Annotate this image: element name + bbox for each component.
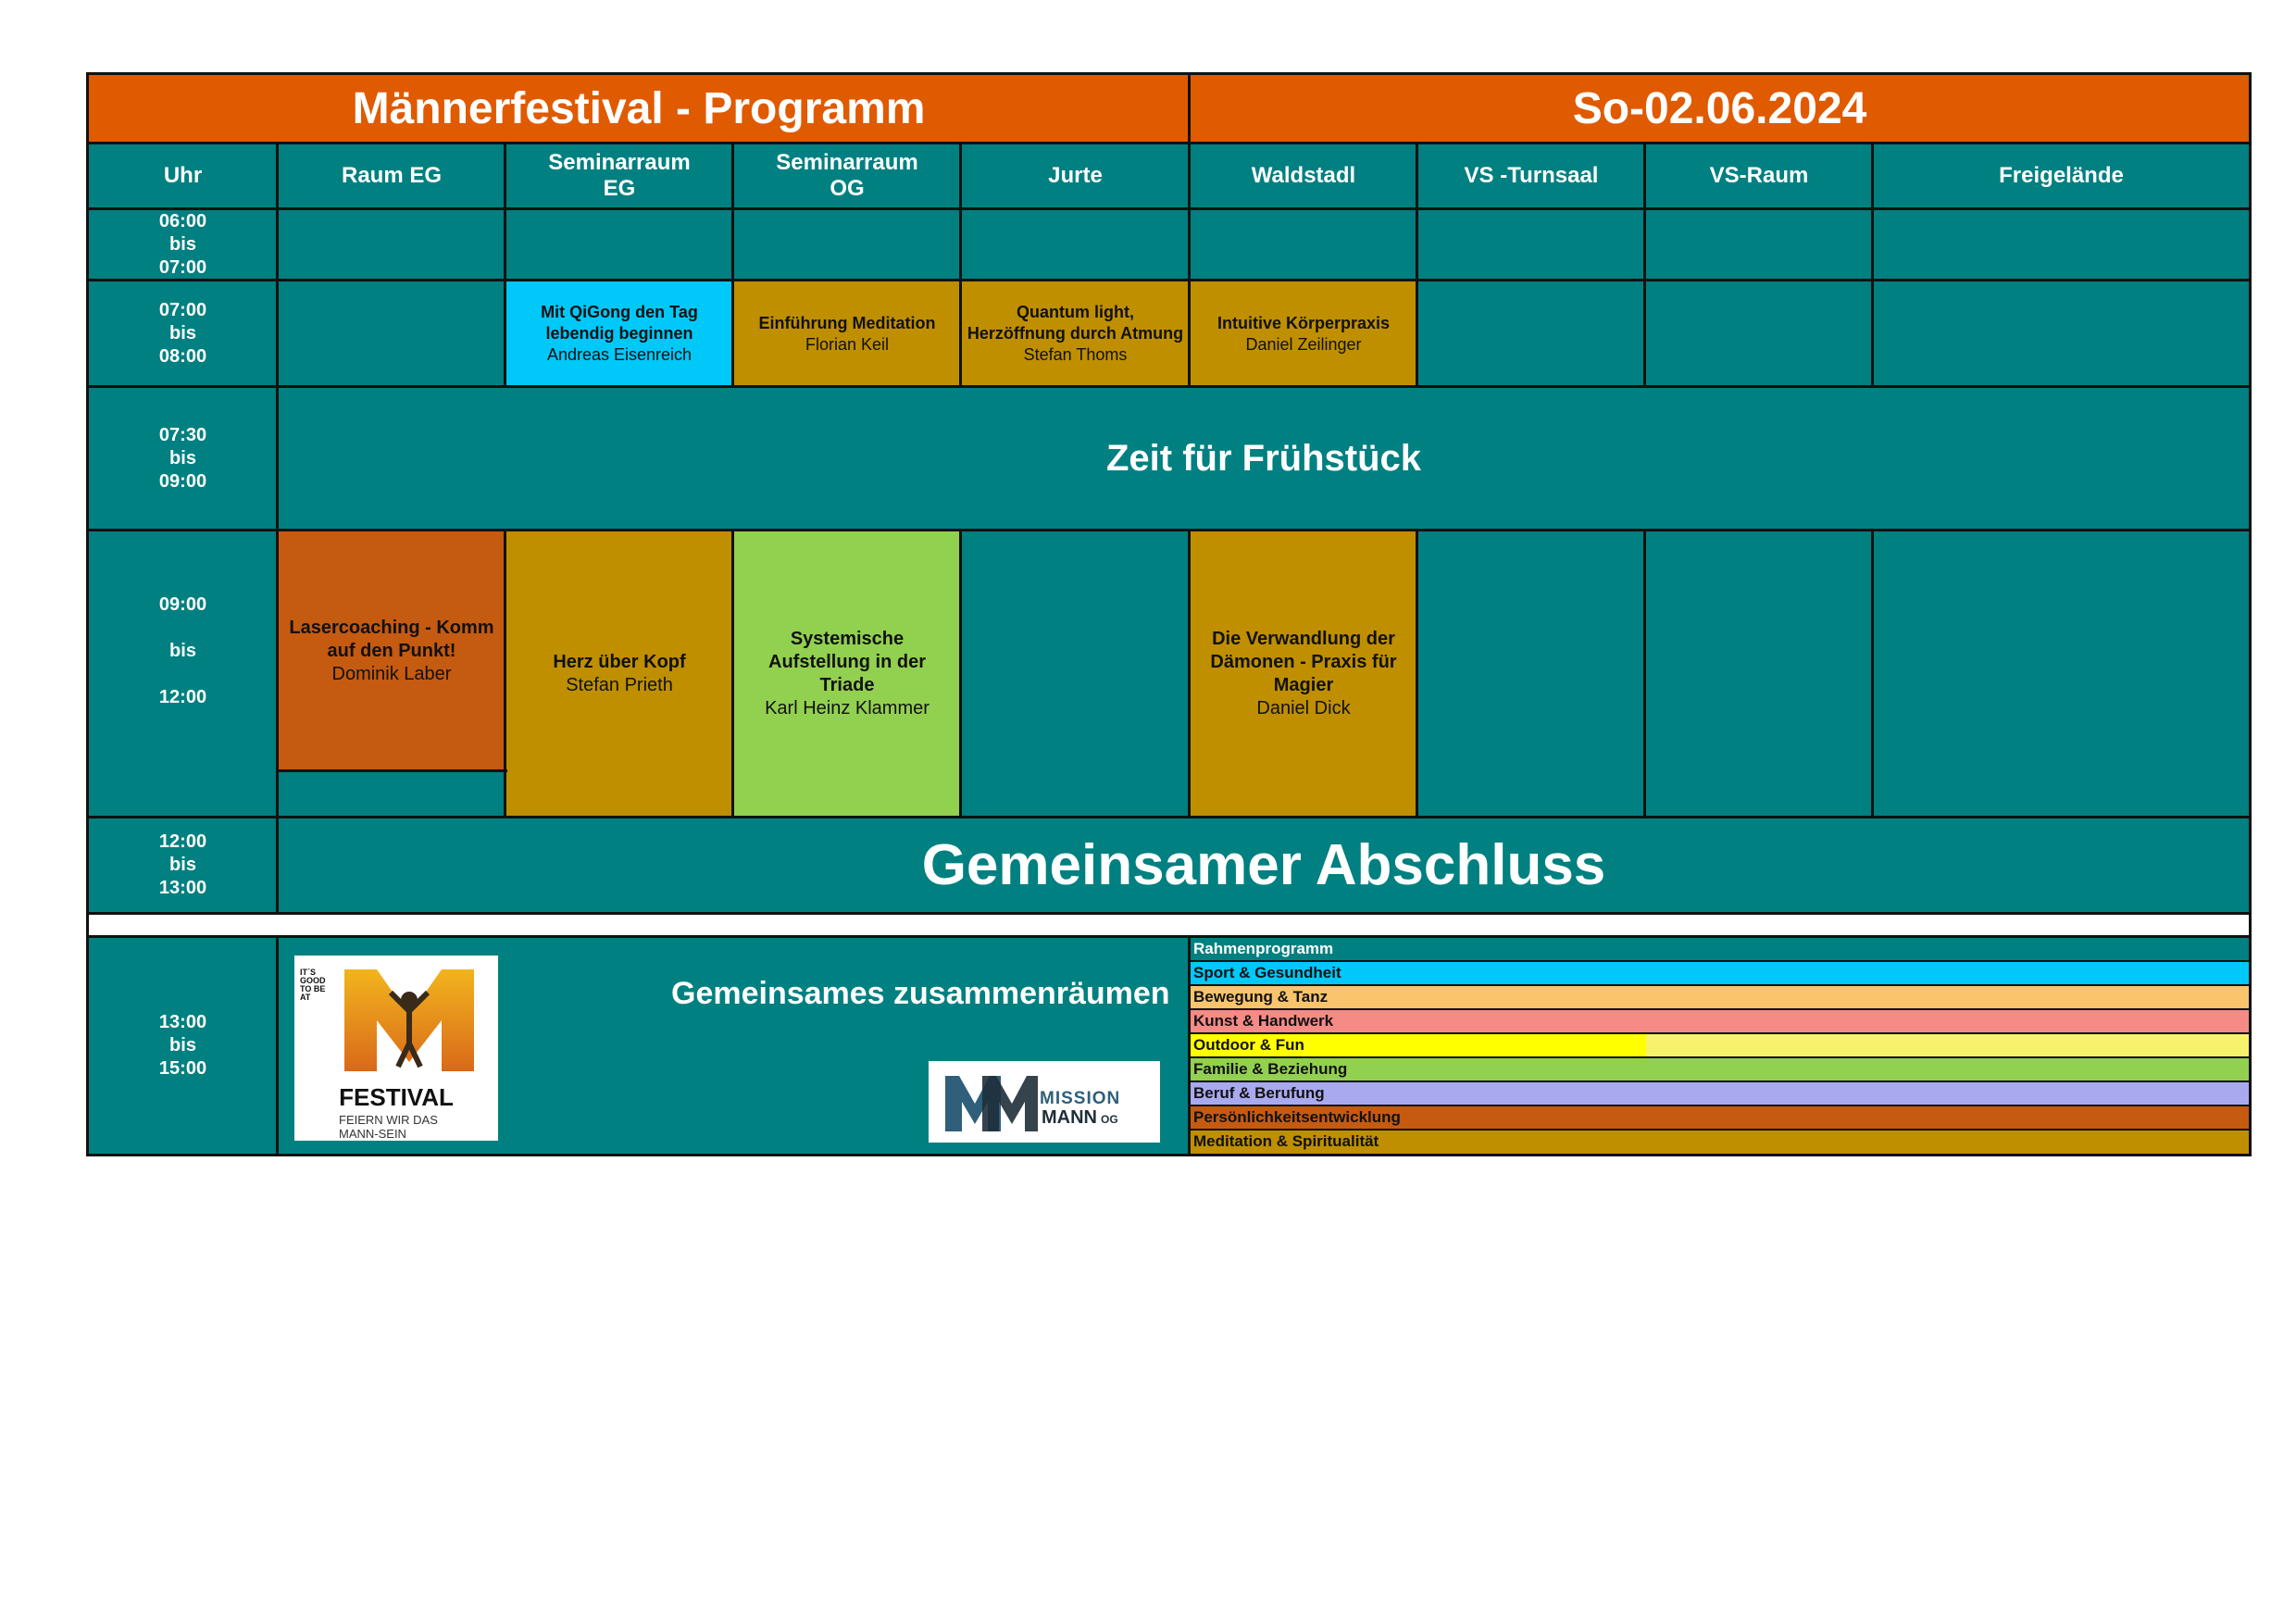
col-header-waldstadl: Waldstadl xyxy=(1190,143,1417,209)
event-koerper-person: Daniel Zeilinger xyxy=(1245,334,1362,354)
event-quantum-light[interactable] xyxy=(961,281,1190,387)
event-laser-person: Dominik Laber xyxy=(331,663,452,684)
grid-line xyxy=(959,142,962,387)
col-header-seminarraum-og: Seminarraum OG xyxy=(733,143,961,209)
grid-line xyxy=(504,529,506,818)
legend-beruf-berufung: Beruf & Berufung xyxy=(1190,1081,2250,1106)
event-quantum-title: Quantum light, Herzöffnung durch Atmung xyxy=(967,303,1184,343)
grid-line xyxy=(2249,72,2252,1156)
festival-logo-tagline: IT´S GOOD TO BE AT xyxy=(300,968,326,1002)
time-0900-1200: 09:00 bis 12:00 xyxy=(158,593,207,707)
event-meditation-title: Einführung Meditation xyxy=(758,313,936,332)
grid-line xyxy=(1416,142,1418,387)
event-lasercoaching[interactable] xyxy=(278,531,505,771)
grid-line xyxy=(1188,1008,2252,1010)
mission-mann-logo xyxy=(929,1061,1160,1143)
col-header-jurte: Jurte xyxy=(961,143,1190,209)
col-header-vs-turnsaal: VS -Turnsaal xyxy=(1417,143,1645,209)
date-cell xyxy=(1190,74,2250,143)
col-header-freigelaende: Freigelände xyxy=(1873,143,2250,209)
legend-familie-beziehung: Familie & Beziehung xyxy=(1190,1057,2250,1081)
grid-line xyxy=(1643,142,1646,387)
row-0600-background xyxy=(88,209,2250,281)
grid-line xyxy=(86,279,2252,281)
closing-banner: Gemeinsamer Abschluss xyxy=(278,818,2250,913)
event-systemische-aufstellung[interactable] xyxy=(733,531,961,818)
grid-line xyxy=(1188,1056,2252,1058)
legend-meditation-spiritualitaet: Meditation & Spiritualität xyxy=(1190,1130,2250,1154)
legend-bewegung-tanz: Bewegung & Tanz xyxy=(1190,985,2250,1009)
grid-line xyxy=(86,72,89,1156)
col-header-vs-raum: VS-Raum xyxy=(1645,143,1873,209)
event-daemonen-title: Die Verwandlung der Dämonen - Praxis für Magier xyxy=(1210,629,1397,695)
mission-mann-mm-icon xyxy=(945,1076,1038,1131)
event-daemonen-person: Daniel Dick xyxy=(1256,698,1351,718)
legend-outdoor-fun: Outdoor & Fun xyxy=(1190,1033,2250,1057)
grid-line xyxy=(1871,142,1874,387)
grid-line xyxy=(1188,1081,2252,1082)
festival-logo-slogan: FEIERN WIR DAS MANN-SEIN xyxy=(339,1113,438,1141)
grid-line xyxy=(1643,529,1646,818)
event-meditation-person: Florian Keil xyxy=(805,334,890,354)
grid-line xyxy=(276,769,507,772)
grid-line xyxy=(86,529,2252,531)
event-verwandlung-daemonen[interactable] xyxy=(1190,531,1417,818)
event-quantum-person: Stefan Thoms xyxy=(1023,345,1128,364)
grid-line xyxy=(1188,142,1191,387)
program-title: Männerfestival - Programm xyxy=(352,83,926,133)
grid-line xyxy=(86,207,2252,210)
grid-line xyxy=(86,935,2252,938)
cleanup-text: Gemeinsames zusammenräumen xyxy=(671,976,1170,1011)
grid-line xyxy=(1416,529,1418,818)
event-meditation[interactable] xyxy=(733,281,961,387)
grid-line xyxy=(276,935,279,1156)
time-1300-1500: 13:00 bis 15:00 xyxy=(88,937,278,1155)
grid-line xyxy=(504,142,506,387)
grid-line xyxy=(86,142,2252,144)
col-header-seminarraum-eg: Seminarraum EG xyxy=(505,143,733,209)
mission-logo-line2: MANN xyxy=(1042,1107,1097,1128)
grid-line xyxy=(731,529,734,818)
event-koerper-title: Intuitive Körperpraxis xyxy=(1217,313,1391,332)
grid-line xyxy=(86,385,2252,388)
legend-title: Rahmenprogramm xyxy=(1190,937,2250,961)
grid-line xyxy=(1188,1129,2252,1131)
event-herz-person: Stefan Prieth xyxy=(566,675,673,695)
grid-line xyxy=(1188,529,1191,818)
event-system-person: Karl Heinz Klammer xyxy=(765,698,930,718)
grid-line xyxy=(1188,1032,2252,1034)
event-herz-ueber-kopf[interactable] xyxy=(505,531,733,818)
grid-line xyxy=(1188,960,2252,962)
grid-line xyxy=(1188,984,2252,986)
festival-logo xyxy=(294,956,498,1141)
festival-logo-name: FESTIVAL xyxy=(339,1083,454,1111)
event-qigong[interactable] xyxy=(505,281,733,387)
grid-line xyxy=(86,1154,2252,1156)
time-0730-0900: 07:30 bis 09:00 xyxy=(88,387,278,531)
event-qigong-person: Andreas Eisenreich xyxy=(546,345,693,364)
grid-line xyxy=(86,816,2252,818)
legend-kunst-handwerk: Kunst & Handwerk xyxy=(1190,1009,2250,1033)
legend-sport-gesundheit: Sport & Gesundheit xyxy=(1190,961,2250,985)
legend-persoenlichkeitsentwicklung: Persönlichkeitsentwicklung xyxy=(1190,1106,2250,1130)
event-laser-title: Lasercoaching - Komm auf den Punkt! xyxy=(289,617,494,661)
col-header-uhr: Uhr xyxy=(88,143,278,209)
mission-logo-line1: MISSION xyxy=(1040,1089,1121,1108)
grid-line xyxy=(86,912,2252,915)
festival-m-icon xyxy=(335,965,483,1076)
grid-line xyxy=(1188,935,1191,1156)
mission-logo-suffix: OG xyxy=(1101,1113,1118,1126)
event-system-title: Systemische Aufstellung in der Triade xyxy=(768,629,926,695)
time-0700-0800: 07:00 bis 08:00 xyxy=(158,300,207,367)
grid-line xyxy=(276,142,279,915)
time-0600-0700: 06:00 bis 07:00 xyxy=(158,211,207,278)
grid-line xyxy=(1871,529,1874,818)
grid-line xyxy=(959,529,962,818)
grid-line xyxy=(1188,72,1191,144)
event-qigong-title: Mit QiGong den Tag lebendig beginnen xyxy=(541,303,698,343)
grid-line xyxy=(86,72,2252,75)
grid-line xyxy=(1188,1105,2252,1106)
program-title-cell xyxy=(88,74,1190,143)
program-date: So-02.06.2024 xyxy=(1572,83,1867,133)
col-header-raum-eg: Raum EG xyxy=(278,143,505,209)
grid-line xyxy=(731,142,734,387)
event-herz-title: Herz über Kopf xyxy=(553,652,686,672)
time-1200-1300: 12:00 bis 13:00 xyxy=(88,818,278,913)
breakfast-banner: Zeit für Frühstück xyxy=(278,387,2250,531)
event-koerperpraxis[interactable] xyxy=(1190,281,1417,387)
